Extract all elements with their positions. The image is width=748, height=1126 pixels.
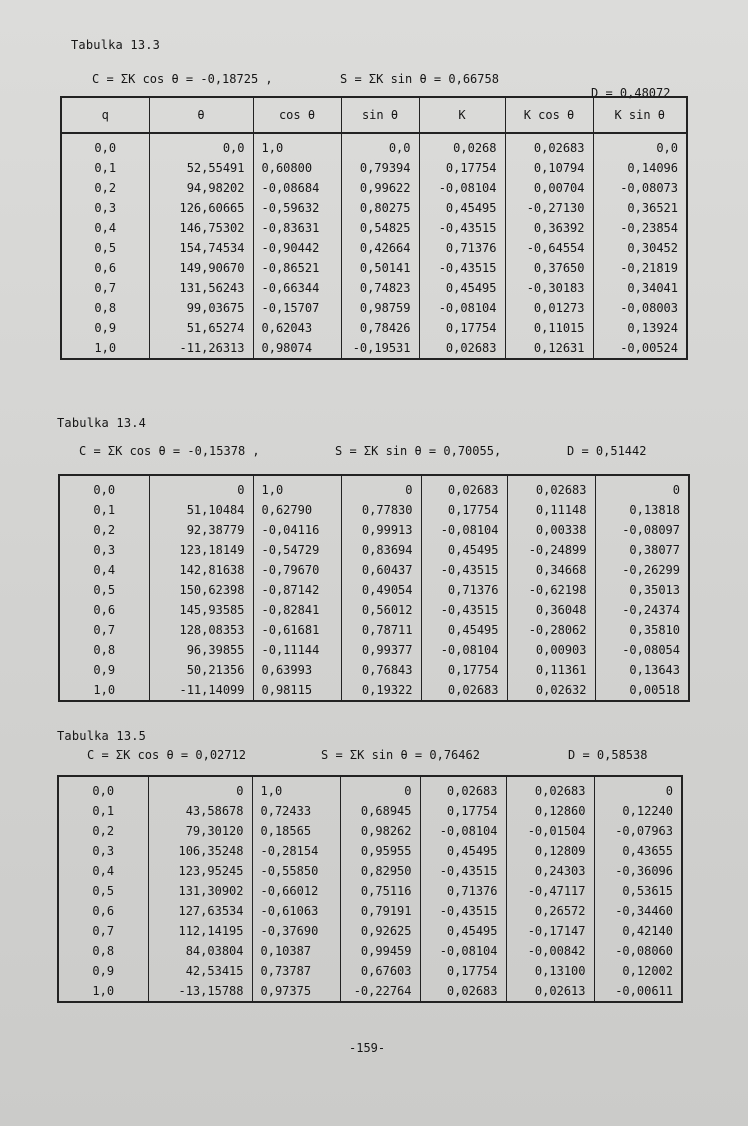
- table-cell: -0,04116: [253, 520, 341, 540]
- table-cell: 106,35248: [148, 841, 252, 861]
- table-cell: 0,11148: [507, 500, 595, 520]
- table-cell: 0,00903: [507, 640, 595, 660]
- table-cell: 0,10794: [505, 158, 593, 178]
- table-cell: -0,11144: [253, 640, 341, 660]
- table-cell: 0,0: [341, 133, 419, 158]
- table-cell: 0,99377: [341, 640, 421, 660]
- table-cell: -0,08104: [421, 640, 507, 660]
- table-cell: -0,23854: [593, 218, 687, 238]
- table-cell: 1,0: [252, 776, 340, 801]
- formula-s: S = ΣK sin θ = 0,66758: [340, 72, 499, 86]
- table-cell: 0,0: [61, 133, 149, 158]
- table-cell: 0,62043: [253, 318, 341, 338]
- table-cell: -0,08054: [595, 640, 689, 660]
- table-cell: -0,90442: [253, 238, 341, 258]
- table-row: [59, 680, 689, 701]
- table-cell: 0,02683: [420, 981, 506, 1002]
- table-cell: 0,42140: [594, 921, 682, 941]
- table-cell: -0,15707: [253, 298, 341, 318]
- table-cell: 146,75302: [149, 218, 253, 238]
- table-cell: 0,99913: [341, 520, 421, 540]
- table-cell: -0,36096: [594, 861, 682, 881]
- table-cell: 0,67603: [340, 961, 420, 981]
- table-cell: -0,08684: [253, 178, 341, 198]
- table-cell: 0,02613: [506, 981, 594, 1002]
- table-cell: 0,2: [58, 821, 148, 841]
- table-cell: 0,60437: [341, 560, 421, 580]
- data-table: [58, 474, 690, 702]
- table-cell: 0,45495: [421, 620, 507, 640]
- table-cell: 0,26572: [506, 901, 594, 921]
- table-row: [59, 620, 689, 640]
- table-row: [58, 981, 682, 1002]
- table-cell: -0,43515: [419, 218, 505, 238]
- table-cell: 0,5: [61, 238, 149, 258]
- table-cell: -0,21819: [593, 258, 687, 278]
- table-row: [58, 821, 682, 841]
- table-cell: 0,92625: [340, 921, 420, 941]
- table-cell: 0,01273: [505, 298, 593, 318]
- table-cell: 0,6: [58, 901, 148, 921]
- table-cell: 0,79191: [340, 901, 420, 921]
- table-cell: 96,39855: [149, 640, 253, 660]
- table-cell: -0,08060: [594, 941, 682, 961]
- table-cell: 92,38779: [149, 520, 253, 540]
- table-cell: 0,68945: [340, 801, 420, 821]
- table-cell: 0,76843: [341, 660, 421, 680]
- table-row: [61, 278, 687, 298]
- table-cell: 123,95245: [148, 861, 252, 881]
- table-cell: -0,08104: [421, 520, 507, 540]
- table-cell: 0,4: [61, 218, 149, 238]
- table-cell: -0,86521: [253, 258, 341, 278]
- table-cell: 0,34668: [507, 560, 595, 580]
- table-cell: 0: [148, 776, 252, 801]
- table-cell: 0,02683: [420, 776, 506, 801]
- table-row: [58, 776, 682, 801]
- table-cell: 1,0: [253, 475, 341, 500]
- table-cell: 79,30120: [148, 821, 252, 841]
- table-cell: 0,0: [58, 776, 148, 801]
- table-cell: -0,83631: [253, 218, 341, 238]
- table-cell: 0,9: [58, 961, 148, 981]
- table-cell: 0,97375: [252, 981, 340, 1002]
- table-cell: 150,62398: [149, 580, 253, 600]
- table-cell: 0,80275: [341, 198, 419, 218]
- table-cell: 0,5: [58, 881, 148, 901]
- table-cell: 0,74823: [341, 278, 419, 298]
- table-cell: 1,0: [58, 981, 148, 1002]
- table-caption: Tabulka 13.5: [57, 729, 147, 743]
- table-cell: -0,43515: [421, 600, 507, 620]
- table-cell: 0,73787: [252, 961, 340, 981]
- table-cell: -0,66012: [252, 881, 340, 901]
- table-cell: 0,36048: [507, 600, 595, 620]
- table-cell: 0,10387: [252, 941, 340, 961]
- table-cell: -0,01504: [506, 821, 594, 841]
- table-cell: 0,11361: [507, 660, 595, 680]
- table-cell: 0,02683: [421, 475, 507, 500]
- table-cell: 0,0: [149, 133, 253, 158]
- header-theta: θ: [149, 97, 253, 133]
- table-cell: 0,36521: [593, 198, 687, 218]
- table-row: [61, 298, 687, 318]
- table-cell: 131,56243: [149, 278, 253, 298]
- table-cell: -0,00524: [593, 338, 687, 359]
- table-cell: 0,45495: [420, 921, 506, 941]
- table-cell: 0,02683: [506, 776, 594, 801]
- page-number: -159-: [349, 1041, 386, 1055]
- table-row: [61, 258, 687, 278]
- formula-s: S = ΣK sin θ = 0,76462: [321, 748, 480, 762]
- table-cell: 0,1: [59, 500, 149, 520]
- table-cell: 127,63534: [148, 901, 252, 921]
- table-cell: 0,50141: [341, 258, 419, 278]
- table-cell: 0,45495: [420, 841, 506, 861]
- table-cell: 0,78711: [341, 620, 421, 640]
- table-cell: 0,42664: [341, 238, 419, 258]
- table-cell: 0,98262: [340, 821, 420, 841]
- header-k-sin-theta: K sin θ: [593, 97, 687, 133]
- table-cell: 0,45495: [419, 278, 505, 298]
- table-cell: 112,14195: [148, 921, 252, 941]
- table-row: [59, 520, 689, 540]
- table-cell: -0,08104: [420, 941, 506, 961]
- table-cell: 0: [341, 475, 421, 500]
- table-cell: 0,18565: [252, 821, 340, 841]
- formula-d: D = 0,48072: [591, 86, 671, 100]
- table-cell: 94,98202: [149, 178, 253, 198]
- table-cell: -0,59632: [253, 198, 341, 218]
- formula-c: C = ΣK cos θ = -0,18725 ,: [92, 72, 273, 86]
- table-cell: -0,07963: [594, 821, 682, 841]
- table-cell: -0,37690: [252, 921, 340, 941]
- table-cell: 0,71376: [420, 881, 506, 901]
- table-cell: 0,17754: [421, 500, 507, 520]
- table-cell: -0,61681: [253, 620, 341, 640]
- table-cell: 0,00338: [507, 520, 595, 540]
- table-cell: -0,43515: [419, 258, 505, 278]
- table-cell: 142,81638: [149, 560, 253, 580]
- table-cell: 0,3: [59, 540, 149, 560]
- table-cell: 0,17754: [419, 318, 505, 338]
- table-row: [58, 841, 682, 861]
- table-cell: 0,12860: [506, 801, 594, 821]
- table-cell: 42,53415: [148, 961, 252, 981]
- table-cell: 0,6: [61, 258, 149, 278]
- table-row: [59, 580, 689, 600]
- table-cell: -0,08104: [420, 821, 506, 841]
- table-cell: 154,74534: [149, 238, 253, 258]
- table-cell: -0,08104: [419, 298, 505, 318]
- table-row: [61, 198, 687, 218]
- table-cell: 0,3: [58, 841, 148, 861]
- table-cell: -0,87142: [253, 580, 341, 600]
- table-cell: 0,13100: [506, 961, 594, 981]
- table-cell: -0,28154: [252, 841, 340, 861]
- table-cell: -0,00842: [506, 941, 594, 961]
- table-cell: -0,00611: [594, 981, 682, 1002]
- table-cell: -0,61063: [252, 901, 340, 921]
- table-cell: 0,60800: [253, 158, 341, 178]
- table-cell: 99,03675: [149, 298, 253, 318]
- formula-d: D = 0,58538: [568, 748, 648, 762]
- table-row: [58, 801, 682, 821]
- header-sin-theta: sin θ: [341, 97, 419, 133]
- table-cell: 0,19322: [341, 680, 421, 701]
- table-cell: -0,43515: [420, 901, 506, 921]
- table-cell: 0,13924: [593, 318, 687, 338]
- table-cell: 0,95955: [340, 841, 420, 861]
- table-caption: Tabulka 13.4: [57, 416, 147, 430]
- header-cos-theta: cos θ: [253, 97, 341, 133]
- table-cell: 1,0: [61, 338, 149, 359]
- table-cell: 0,2: [61, 178, 149, 198]
- table-cell: 0,62790: [253, 500, 341, 520]
- table-cell: 0,0: [59, 475, 149, 500]
- table-cell: 0,7: [61, 278, 149, 298]
- table-cell: 0,17754: [420, 961, 506, 981]
- table-cell: 0,4: [58, 861, 148, 881]
- table-cell: 0,8: [61, 298, 149, 318]
- table-cell: 52,55491: [149, 158, 253, 178]
- table-cell: -0,08104: [419, 178, 505, 198]
- table-cell: 0,9: [61, 318, 149, 338]
- table-cell: 1,0: [253, 133, 341, 158]
- table-cell: 0,3: [61, 198, 149, 218]
- table-cell: 128,08353: [149, 620, 253, 640]
- table-row: [58, 901, 682, 921]
- table-cell: -0,26299: [595, 560, 689, 580]
- table-cell: 0,02683: [419, 338, 505, 359]
- table-cell: 0,83694: [341, 540, 421, 560]
- table-cell: 0,56012: [341, 600, 421, 620]
- table-cell: 0,02683: [421, 680, 507, 701]
- table-cell: 149,90670: [149, 258, 253, 278]
- table-row: [59, 600, 689, 620]
- table-cell: -0,08097: [595, 520, 689, 540]
- table-cell: 0,17754: [419, 158, 505, 178]
- table-cell: -0,08003: [593, 298, 687, 318]
- table-cell: 0,12240: [594, 801, 682, 821]
- table-cell: 126,60665: [149, 198, 253, 218]
- table-cell: 0,34041: [593, 278, 687, 298]
- table-caption: Tabulka 13.3: [71, 38, 161, 52]
- table-cell: 0,12631: [505, 338, 593, 359]
- table-cell: -0,43515: [421, 560, 507, 580]
- table-cell: -0,24899: [507, 540, 595, 560]
- table-cell: 0,77830: [341, 500, 421, 520]
- table-row: [61, 158, 687, 178]
- table-cell: 0,5: [59, 580, 149, 600]
- table-cell: 0,99459: [340, 941, 420, 961]
- table-cell: 0,2: [59, 520, 149, 540]
- table-cell: 0,78426: [341, 318, 419, 338]
- table-cell: 0,0268: [419, 133, 505, 158]
- table-cell: 0,45495: [421, 540, 507, 560]
- table-cell: -0,66344: [253, 278, 341, 298]
- table-cell: 0,1: [61, 158, 149, 178]
- table-row: [59, 500, 689, 520]
- header-k: K: [419, 97, 505, 133]
- table-cell: 0: [595, 475, 689, 500]
- table-row: [59, 475, 689, 500]
- table-cell: 0,98115: [253, 680, 341, 701]
- table-row: [59, 660, 689, 680]
- header-k-cos-theta: K cos θ: [505, 97, 593, 133]
- table-cell: 145,93585: [149, 600, 253, 620]
- table-cell: 51,10484: [149, 500, 253, 520]
- table-cell: 0,43655: [594, 841, 682, 861]
- table-cell: 0,7: [58, 921, 148, 941]
- formula-d: D = 0,51442: [567, 444, 647, 458]
- table-cell: -0,54729: [253, 540, 341, 560]
- table-cell: -0,62198: [507, 580, 595, 600]
- table-cell: 0,72433: [252, 801, 340, 821]
- table-cell: 0,1: [58, 801, 148, 821]
- table-cell: -0,47117: [506, 881, 594, 901]
- table-cell: -0,55850: [252, 861, 340, 881]
- table-cell: 0,35013: [595, 580, 689, 600]
- table-cell: 0,02683: [507, 475, 595, 500]
- table-cell: 0,00518: [595, 680, 689, 701]
- table-cell: 0,38077: [595, 540, 689, 560]
- table-cell: 0,8: [58, 941, 148, 961]
- table-cell: 0,45495: [419, 198, 505, 218]
- table-cell: 51,65274: [149, 318, 253, 338]
- table-cell: -0,17147: [506, 921, 594, 941]
- table-cell: 0,53615: [594, 881, 682, 901]
- table-cell: -0,34460: [594, 901, 682, 921]
- table-row: [61, 178, 687, 198]
- table-cell: -11,26313: [149, 338, 253, 359]
- table-cell: -0,82841: [253, 600, 341, 620]
- data-table: [57, 775, 683, 1003]
- table-cell: 0,37650: [505, 258, 593, 278]
- table-cell: -0,64554: [505, 238, 593, 258]
- table-cell: 0,71376: [421, 580, 507, 600]
- table-cell: 0,00704: [505, 178, 593, 198]
- table-cell: 0,30452: [593, 238, 687, 258]
- table-cell: 123,18149: [149, 540, 253, 560]
- data-table: [60, 96, 688, 360]
- table-row: [61, 218, 687, 238]
- table-cell: 50,21356: [149, 660, 253, 680]
- table-cell: -0,24374: [595, 600, 689, 620]
- table-cell: 0: [149, 475, 253, 500]
- table-cell: 0,75116: [340, 881, 420, 901]
- table-cell: -11,14099: [149, 680, 253, 701]
- table-row: [61, 133, 687, 158]
- table-cell: 0,11015: [505, 318, 593, 338]
- table-row: [61, 318, 687, 338]
- formula-s: S = ΣK sin θ = 0,70055,: [335, 444, 502, 458]
- formula-c: C = ΣK cos θ = 0,02712: [87, 748, 246, 762]
- table-cell: 0: [594, 776, 682, 801]
- table-cell: 0,7: [59, 620, 149, 640]
- table-cell: 0,54825: [341, 218, 419, 238]
- table-cell: 0,63993: [253, 660, 341, 680]
- table-cell: -0,08073: [593, 178, 687, 198]
- table-cell: 0,98759: [341, 298, 419, 318]
- table-cell: -0,28062: [507, 620, 595, 640]
- table-row: [58, 941, 682, 961]
- table-cell: -0,27130: [505, 198, 593, 218]
- header-q: q: [61, 97, 149, 133]
- table-cell: 0,6: [59, 600, 149, 620]
- table-cell: 43,58678: [148, 801, 252, 821]
- table-cell: 0,36392: [505, 218, 593, 238]
- table-cell: 0,14096: [593, 158, 687, 178]
- table-cell: 84,03804: [148, 941, 252, 961]
- formula-c: C = ΣK cos θ = -0,15378 ,: [79, 444, 260, 458]
- table-cell: 0,02632: [507, 680, 595, 701]
- table-cell: 0,17754: [420, 801, 506, 821]
- table-row: [59, 560, 689, 580]
- table-cell: 0,0: [593, 133, 687, 158]
- table-cell: -13,15788: [148, 981, 252, 1002]
- table-cell: 0,79394: [341, 158, 419, 178]
- table-row: [61, 338, 687, 359]
- table-row: [58, 881, 682, 901]
- table-cell: 0,98074: [253, 338, 341, 359]
- table-cell: 0,12002: [594, 961, 682, 981]
- table-cell: 0,02683: [505, 133, 593, 158]
- table-row: [58, 921, 682, 941]
- table-cell: 0,8: [59, 640, 149, 660]
- table-cell: 0,4: [59, 560, 149, 580]
- table-cell: 0,9: [59, 660, 149, 680]
- table-cell: 0,24303: [506, 861, 594, 881]
- table-cell: -0,43515: [420, 861, 506, 881]
- table-cell: 0,13643: [595, 660, 689, 680]
- table-cell: -0,22764: [340, 981, 420, 1002]
- table-cell: 1,0: [59, 680, 149, 701]
- table-cell: 0,49054: [341, 580, 421, 600]
- table-cell: 0,82950: [340, 861, 420, 881]
- table-cell: -0,30183: [505, 278, 593, 298]
- table-cell: 0,99622: [341, 178, 419, 198]
- table-cell: -0,19531: [341, 338, 419, 359]
- table-cell: 0,35810: [595, 620, 689, 640]
- table-row: [58, 961, 682, 981]
- table-cell: 0,17754: [421, 660, 507, 680]
- table-row: [59, 540, 689, 560]
- table-cell: 0,13818: [595, 500, 689, 520]
- table-row: [59, 640, 689, 660]
- table-cell: 0,12809: [506, 841, 594, 861]
- table-row: [61, 238, 687, 258]
- table-cell: -0,79670: [253, 560, 341, 580]
- table-cell: 0,71376: [419, 238, 505, 258]
- table-cell: 0: [340, 776, 420, 801]
- table-row: [58, 861, 682, 881]
- table-cell: 131,30902: [148, 881, 252, 901]
